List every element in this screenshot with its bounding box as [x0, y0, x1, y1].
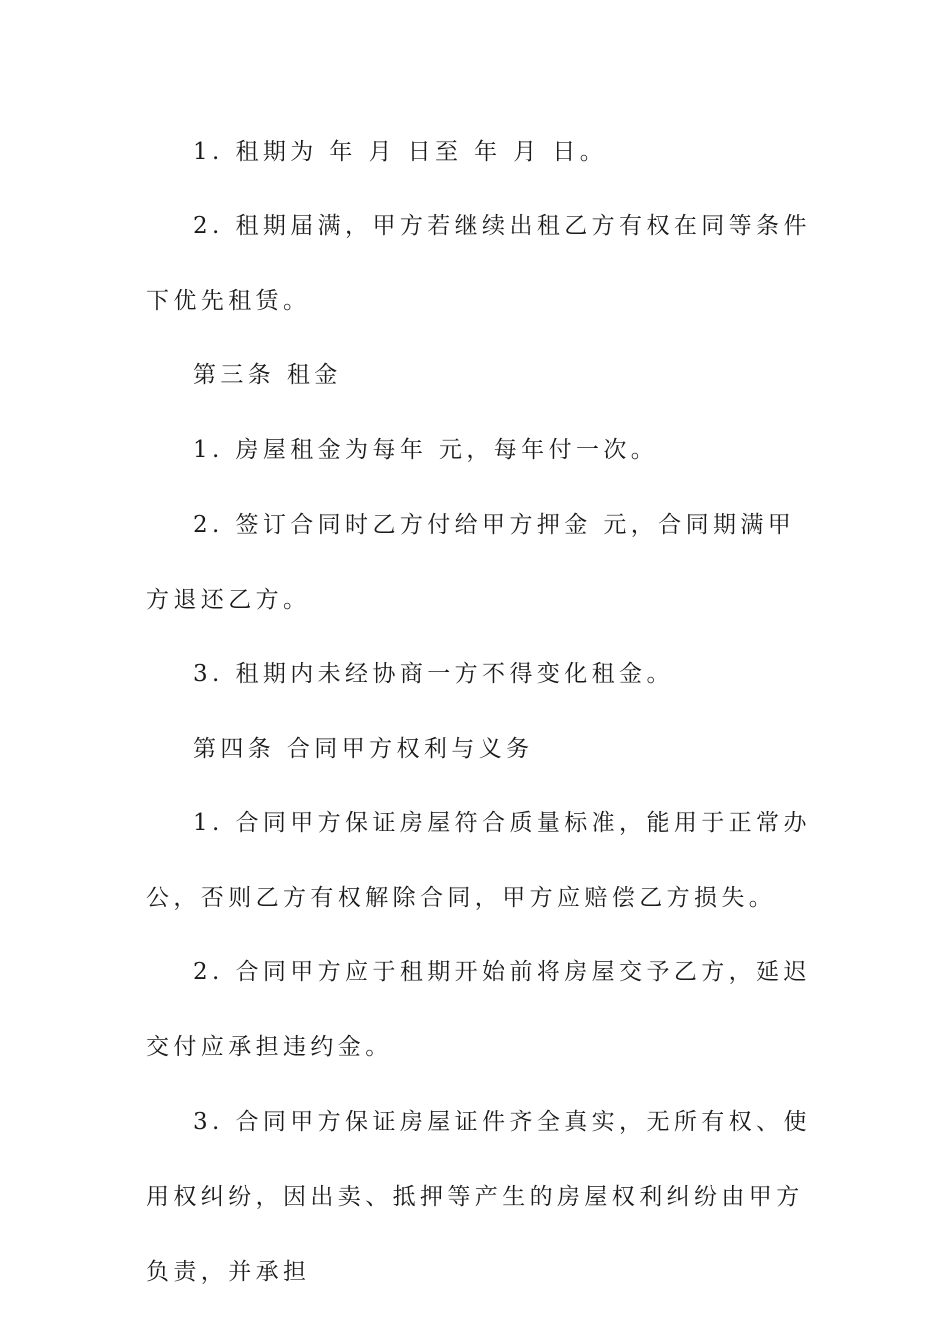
paragraph-lease-renewal: 2. 租期届满，甲方若继续出租乙方有权在同等条件下优先租赁。 — [146, 213, 811, 314]
paragraph-rent-unchanged: 3. 租期内未经协商一方不得变化租金。 — [193, 661, 674, 687]
paragraph-title-guarantee: 3. 合同甲方保证房屋证件齐全真实，无所有权、使用权纠纷，因出卖、抵押等产生的房屋权利纠纷由甲方负责，并承担 — [146, 1109, 811, 1285]
paragraph-delivery: 2. 合同甲方应于租期开始前将房屋交予乙方，延迟交付应承担违约金。 — [146, 959, 811, 1060]
paragraph-deposit: 2. 签订合同时乙方付给甲方押金 元，合同期满甲方退还乙方。 — [146, 512, 796, 613]
heading-article-four: 第四条 合同甲方权利与义务 — [193, 736, 534, 762]
paragraph-lease-term: 1. 租期为 年 月 日至 年 月 日。 — [193, 139, 608, 165]
heading-article-three: 第三条 租金 — [193, 362, 342, 388]
paragraph-annual-rent: 1. 房屋租金为每年 元，每年付一次。 — [193, 437, 659, 463]
paragraph-quality-guarantee: 1. 合同甲方保证房屋符合质量标准，能用于正常办公，否则乙方有权解除合同，甲方应赔偿乙方损失。 — [146, 810, 811, 911]
